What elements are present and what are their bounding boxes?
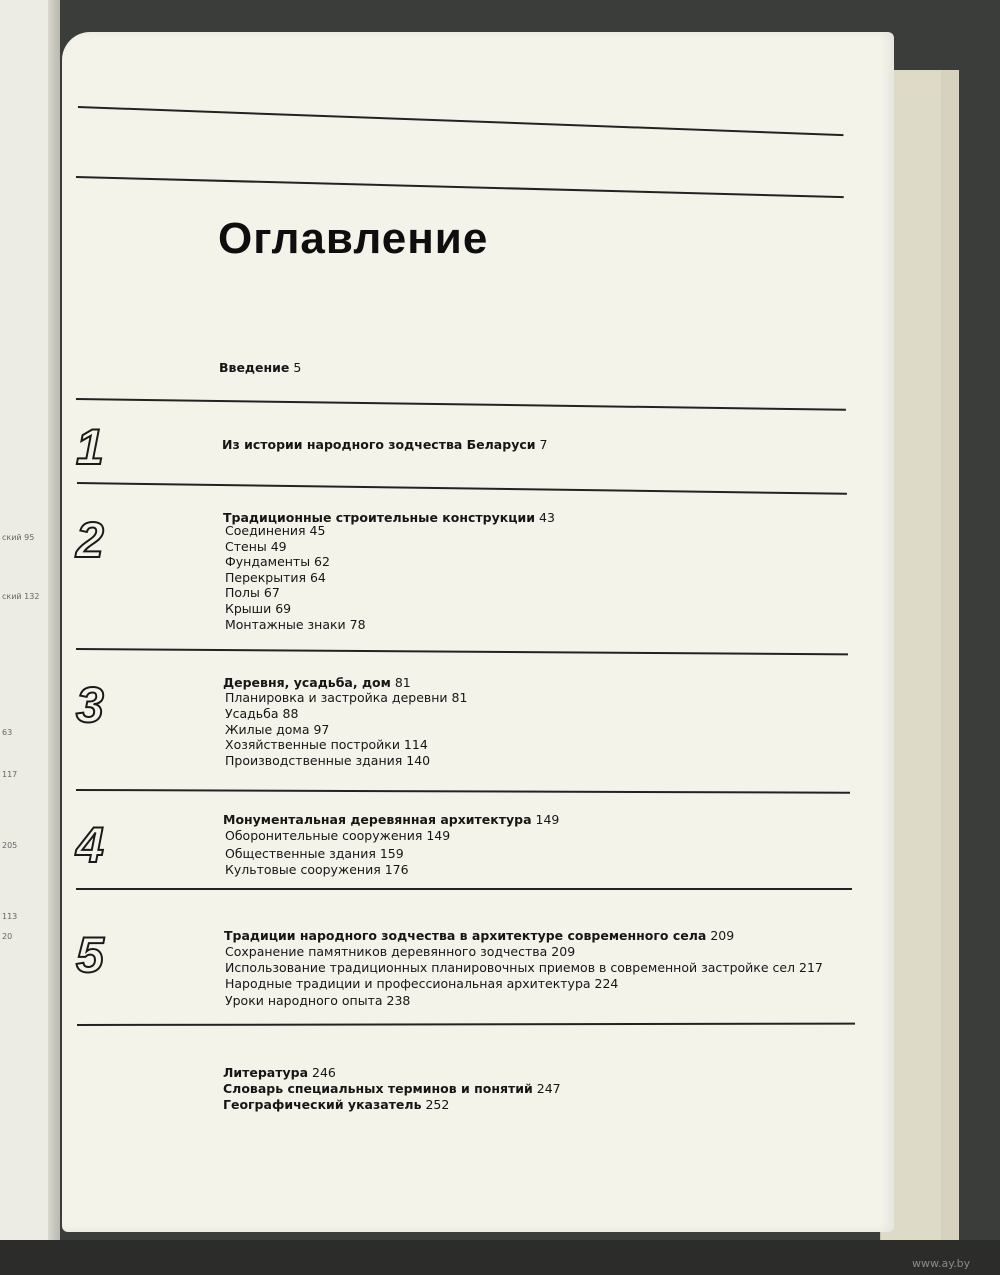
- chapter-5-heading[interactable]: [224, 928, 734, 943]
- chapter-4-section[interactable]: Общественные здания 159: [225, 846, 404, 861]
- chapter-5-section[interactable]: Сохранение памятников деревянного зодчества 209: [225, 944, 576, 959]
- chapter-1-heading[interactable]: [222, 437, 547, 452]
- page-title: Оглавление: [218, 214, 489, 263]
- back-matter-geographic-index[interactable]: [223, 1097, 449, 1112]
- chapter-2-title: Традиционные строительные конструкции: [223, 510, 536, 525]
- chapter-1-title: Из истории народного зодчества Беларуси: [222, 437, 536, 452]
- back-matter-page: 246: [312, 1065, 336, 1080]
- chapter-4-page: 149: [535, 812, 560, 827]
- chapter-2-section[interactable]: Соединения 45: [225, 523, 326, 538]
- back-matter-literature[interactable]: [223, 1065, 336, 1080]
- back-matter-title: Словарь специальных терминов и понятий: [223, 1081, 533, 1096]
- chapter-2-section[interactable]: Полы 67: [225, 585, 280, 600]
- left-page-fragment: 113: [2, 912, 18, 921]
- left-page-fragment: 205: [2, 841, 18, 850]
- chapter-4-heading[interactable]: [223, 812, 559, 827]
- chapter-number-5: 5: [76, 927, 104, 983]
- back-matter-page: 252: [425, 1097, 450, 1112]
- chapter-2-section[interactable]: Монтажные знаки 78: [225, 617, 366, 632]
- book-spine: [48, 0, 60, 1240]
- toc-introduction[interactable]: [219, 360, 301, 375]
- left-page-fragment: 20: [2, 932, 13, 941]
- back-matter-glossary[interactable]: [223, 1081, 561, 1096]
- introduction-title: Введение: [219, 360, 290, 375]
- left-page-fragment: ский 95: [2, 533, 35, 542]
- chapter-3-page: 81: [394, 675, 411, 690]
- chapter-number-3: 3: [76, 677, 104, 733]
- chapter-3-section[interactable]: Хозяйственные постройки 114: [225, 737, 428, 752]
- back-cover-edge: [941, 70, 959, 1240]
- introduction-page: 5: [293, 360, 302, 375]
- chapter-number-4: 4: [76, 817, 104, 873]
- chapter-3-section[interactable]: Жилые дома 97: [225, 722, 330, 737]
- chapter-4-section[interactable]: Культовые сооружения 176: [225, 862, 409, 877]
- chapter-5-section[interactable]: Использование традиционных планировочных приемов в современной застройке сел 217: [225, 960, 823, 975]
- back-matter-title: Географический указатель: [223, 1097, 422, 1112]
- chapter-2-section[interactable]: Крыши 69: [225, 601, 292, 616]
- chapter-5-title: Традиции народного зодчества в архитектуре современного села: [224, 928, 707, 943]
- chapter-2-section[interactable]: Фундаменты 62: [225, 554, 330, 569]
- watermark: www.ay.by: [912, 1257, 971, 1270]
- left-page-fragment: ский 132: [2, 592, 40, 601]
- chapter-2-page: 43: [539, 510, 555, 525]
- chapter-4-section[interactable]: Оборонительные сооружения 149: [225, 828, 451, 843]
- table-of-contents-page: [62, 32, 894, 1232]
- chapter-5-page: 209: [710, 928, 735, 943]
- chapter-number-2: 2: [76, 512, 104, 568]
- left-page-fragment: 63: [2, 728, 13, 737]
- chapter-3-section[interactable]: Усадьба 88: [225, 706, 299, 721]
- chapter-3-section[interactable]: Производственные здания 140: [225, 753, 431, 768]
- chapter-number-1: 1: [76, 419, 104, 475]
- chapter-5-rule: [76, 888, 852, 890]
- chapter-5-section[interactable]: Уроки народного опыта 238: [225, 993, 411, 1008]
- chapter-1-page: 7: [539, 437, 548, 452]
- left-page-edge: [0, 0, 60, 1240]
- chapter-2-section[interactable]: Стены 49: [225, 539, 287, 554]
- background-surface: [0, 1240, 1000, 1275]
- chapter-3-heading[interactable]: [223, 675, 411, 690]
- chapter-3-title: Деревня, усадьба, дом: [223, 675, 391, 690]
- left-page-fragment: 117: [2, 770, 18, 779]
- chapter-4-title: Монументальная деревянная архитектура: [223, 812, 532, 827]
- back-matter-page: 247: [536, 1081, 561, 1096]
- chapter-3-section[interactable]: Планировка и застройка деревни 81: [225, 690, 468, 705]
- chapter-2-section[interactable]: Перекрытия 64: [225, 570, 326, 585]
- chapter-5-section[interactable]: Народные традиции и профессиональная архитектура 224: [225, 976, 619, 991]
- back-matter-title: Литература: [223, 1065, 309, 1080]
